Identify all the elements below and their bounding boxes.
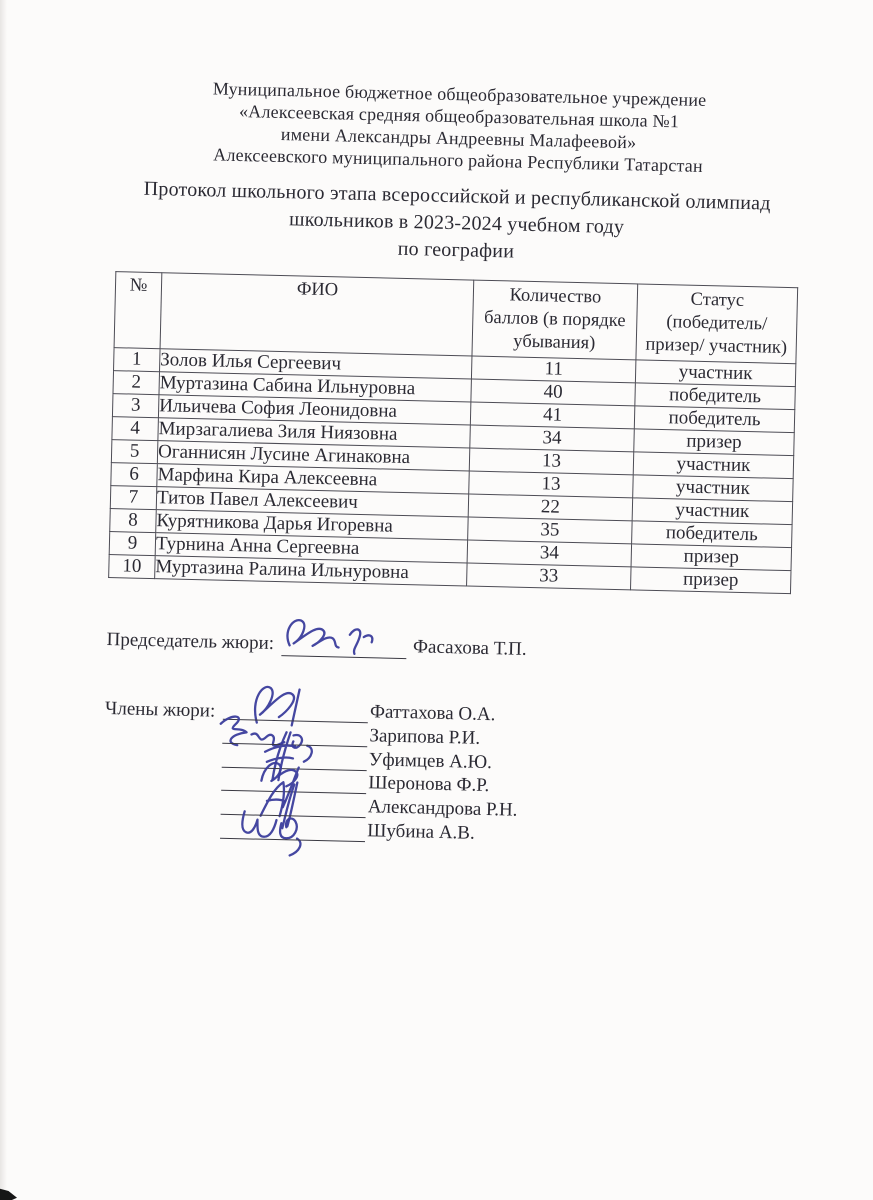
col-header-fio: ФИО [160,273,474,356]
table-row: 7 Титов Павел Алексеевич 22 участник [110,486,792,525]
organization-header [68,74,850,180]
col-header-number: № [114,272,162,349]
col-header-score: Количество баллов (в порядке убывания) [472,280,638,360]
member-name: Шеронова Ф.Р. [368,772,490,797]
table-row: 10 Муртазина Ралина Ильнуровна 33 призер [109,555,791,594]
signature-line [222,723,367,747]
results-table [108,271,798,594]
table-row: 2 Муртазина Сабина Ильнуровна 40 победитель [113,371,795,410]
table-row: 5 Оганнисян Лусине Агинаковна 13 участник [111,440,793,479]
chairman-signature-row [106,628,527,662]
member-name: Уфимцев А.Ю. [368,748,493,773]
title-line: Протокол школьного этапа всероссийской и республиканской олимпиад [143,177,771,215]
scan-artifact-mark [0,1185,17,1200]
title-line: по географии [397,237,515,263]
signature-line [221,770,366,794]
table-row: 4 Мирзагалиева Зиля Ниязовна 34 призер [112,417,794,456]
org-line: «Алексеевская средняя общеобразовательная школа №1 [238,100,680,132]
chairman-signature-stroke [278,609,409,664]
member-name: Александрова Р.Н. [367,796,518,821]
org-line: Алексеевского муниципального района Республики Татарстан [213,144,704,176]
title-line: школьников в 2023-2024 учебном году [288,208,625,239]
table-row: 6 Марфина Кира Алексеевна 13 участник [111,463,793,502]
chairman-signature-line [282,635,407,659]
org-line: Муниципальное бюджетное общеобразовательное учреждение [212,78,707,110]
signature-line [222,746,367,770]
member-rows [220,698,665,851]
document-title [66,174,848,273]
signature-line [220,818,365,842]
members-signature-block [102,695,665,851]
members-label: Члены жюри: [104,698,216,722]
org-line: имени Александры Андреевны Малафеевой» [280,123,637,153]
table-row: 8 Курятникова Дарья Игоревна 35 победитель [110,509,792,548]
table-row: 9 Турнина Анна Сергеевна 34 призер [109,532,791,571]
member-name: Шубина А.В. [367,820,475,844]
member-name: Фаттахова О.А. [369,701,496,726]
member-name: Зарипова Р.И. [369,725,481,749]
table-row: 1 Золов Илья Сергеевич 11 участник [114,348,796,387]
chairman-label: Председатель жюри: [106,629,275,654]
chairman-name: Фасахова Т.П. [412,636,527,660]
table-row: 3 Ильичева София Леонидовна 41 победитель [112,394,794,433]
signature-line [221,794,366,818]
col-header-status: Статус (победитель/ призер/ участник) [636,284,798,364]
signature-line [223,699,368,723]
page-content [45,74,850,1142]
